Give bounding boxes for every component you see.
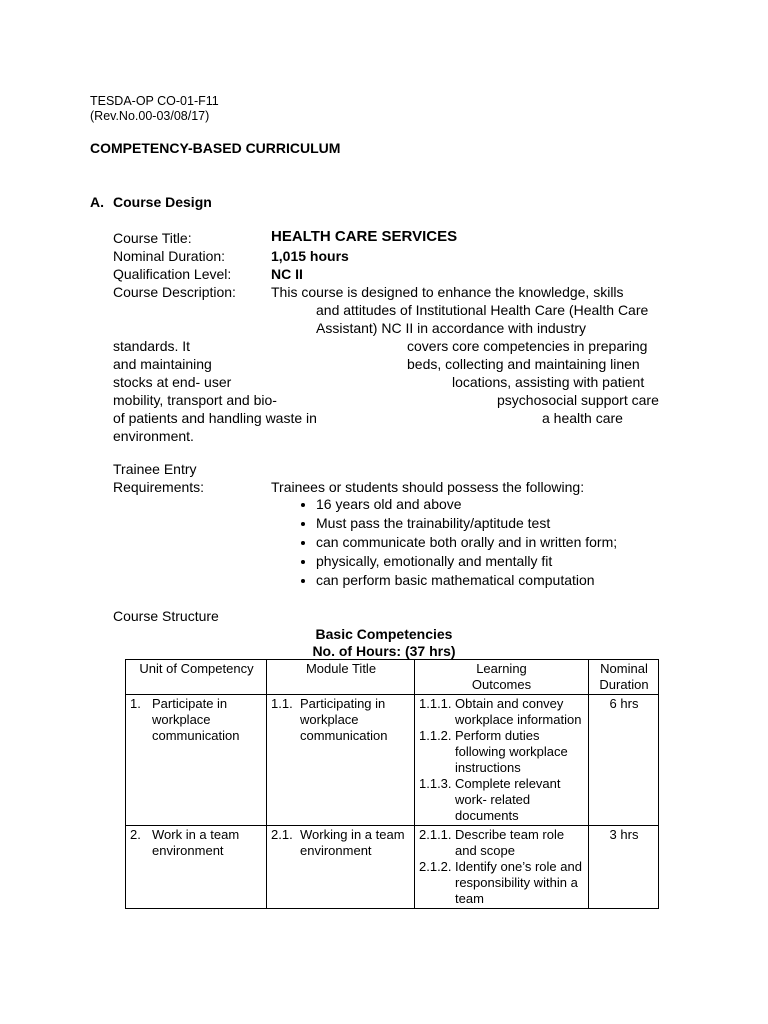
outcome-text: Describe team role and scope — [455, 827, 565, 858]
description-line: environment. — [113, 428, 194, 444]
description-line: and attitudes of Institutional Health Care (Health Care — [316, 302, 649, 318]
unit-title: Participate in workplace communication — [152, 696, 240, 743]
column-header: Learning Outcomes — [415, 660, 589, 695]
description-line: of patients and handling waste in — [113, 410, 317, 426]
table-row — [126, 826, 659, 909]
course-structure-label: Course Structure — [113, 608, 219, 624]
outcome-number: 1.1.1. — [419, 696, 452, 711]
nominal-duration-label: Nominal Duration: — [113, 248, 226, 264]
outcome-number: 2.1.1. — [419, 827, 452, 842]
outcome-number: 2.1.2. — [419, 859, 452, 874]
course-title-label: Course Title: — [113, 230, 192, 246]
table-row — [126, 695, 659, 826]
unit-title: Work in a team environment — [152, 827, 240, 858]
module-title: Working in a team environment — [300, 827, 405, 858]
course-description-label: Course Description: — [113, 284, 236, 300]
description-line: stocks at end- user — [113, 374, 232, 390]
module-number: 2.1. — [271, 827, 293, 842]
unit-cell — [126, 826, 267, 909]
outcomes-cell — [415, 826, 589, 909]
table-subtitle: No. of Hours: (37 hrs) — [312, 643, 456, 659]
description-line: psychosocial support care — [497, 392, 659, 408]
table-title: Basic Competencies — [315, 626, 453, 642]
outcome-text: Complete relevant work- related documents — [455, 776, 561, 823]
unit-number: 2. — [130, 827, 141, 842]
competency-table — [125, 659, 659, 909]
description-line: This course is designed to enhance the knowledge, skills — [271, 284, 624, 300]
document-title: COMPETENCY-BASED CURRICULUM — [90, 140, 341, 156]
document-code: TESDA-OP CO-01-F11 — [90, 94, 219, 108]
column-header: Module Title — [267, 660, 415, 695]
requirement-item: • can perform basic mathematical computation — [316, 571, 617, 590]
unit-cell — [126, 695, 267, 826]
description-line: mobility, transport and bio- — [113, 392, 277, 408]
requirement-item: • Must pass the trainability/aptitude test — [316, 514, 617, 533]
requirement-item: • physically, emotionally and mentally fit — [316, 552, 617, 571]
description-line: beds, collecting and maintaining linen — [407, 356, 640, 372]
outcome-number: 1.1.3. — [419, 776, 452, 791]
column-header: Unit of Competency — [126, 660, 267, 695]
duration-cell: 6 hrs — [589, 695, 659, 826]
qualification-level-value: NC II — [271, 266, 303, 282]
description-line: locations, assisting with patient — [452, 374, 645, 390]
module-title: Participating in workplace communication — [300, 696, 388, 743]
section-title: Course Design — [113, 194, 212, 210]
table-header-row — [126, 660, 659, 695]
description-line: Assistant) NC II in accordance with industry — [316, 320, 586, 336]
outcome-text: Identify one’s role and responsibility within a team — [455, 859, 582, 906]
requirement-item: • 16 years old and above — [316, 495, 617, 514]
nominal-duration-value: 1,015 hours — [271, 248, 349, 264]
section-letter: A. — [90, 194, 104, 210]
outcome-text: Obtain and convey workplace information — [455, 696, 582, 727]
outcome-text: Perform duties following workplace instructions — [455, 728, 568, 775]
requirement-item: • can communicate both orally and in written form; — [316, 533, 617, 552]
entry-label-line1: Trainee Entry — [113, 461, 197, 477]
column-header: Nominal Duration — [589, 660, 659, 695]
revision-number: (Rev.No.00-03/08/17) — [90, 109, 210, 123]
description-line: a health care — [542, 410, 623, 426]
module-cell — [267, 826, 415, 909]
unit-number: 1. — [130, 696, 141, 711]
module-cell — [267, 695, 415, 826]
qualification-level-label: Qualification Level: — [113, 266, 232, 282]
module-number: 1.1. — [271, 696, 293, 711]
entry-intro: Trainees or students should possess the following: — [271, 479, 585, 495]
entry-label-line2: Requirements: — [113, 479, 205, 495]
entry-requirements-list — [290, 495, 617, 590]
course-title-value: HEALTH CARE SERVICES — [271, 228, 458, 245]
outcomes-cell — [415, 695, 589, 826]
outcome-number: 1.1.2. — [419, 728, 452, 743]
description-line: covers core competencies in preparing — [407, 338, 648, 354]
description-line: and maintaining — [113, 356, 212, 372]
duration-cell: 3 hrs — [589, 826, 659, 909]
description-line: standards. It — [113, 338, 191, 354]
